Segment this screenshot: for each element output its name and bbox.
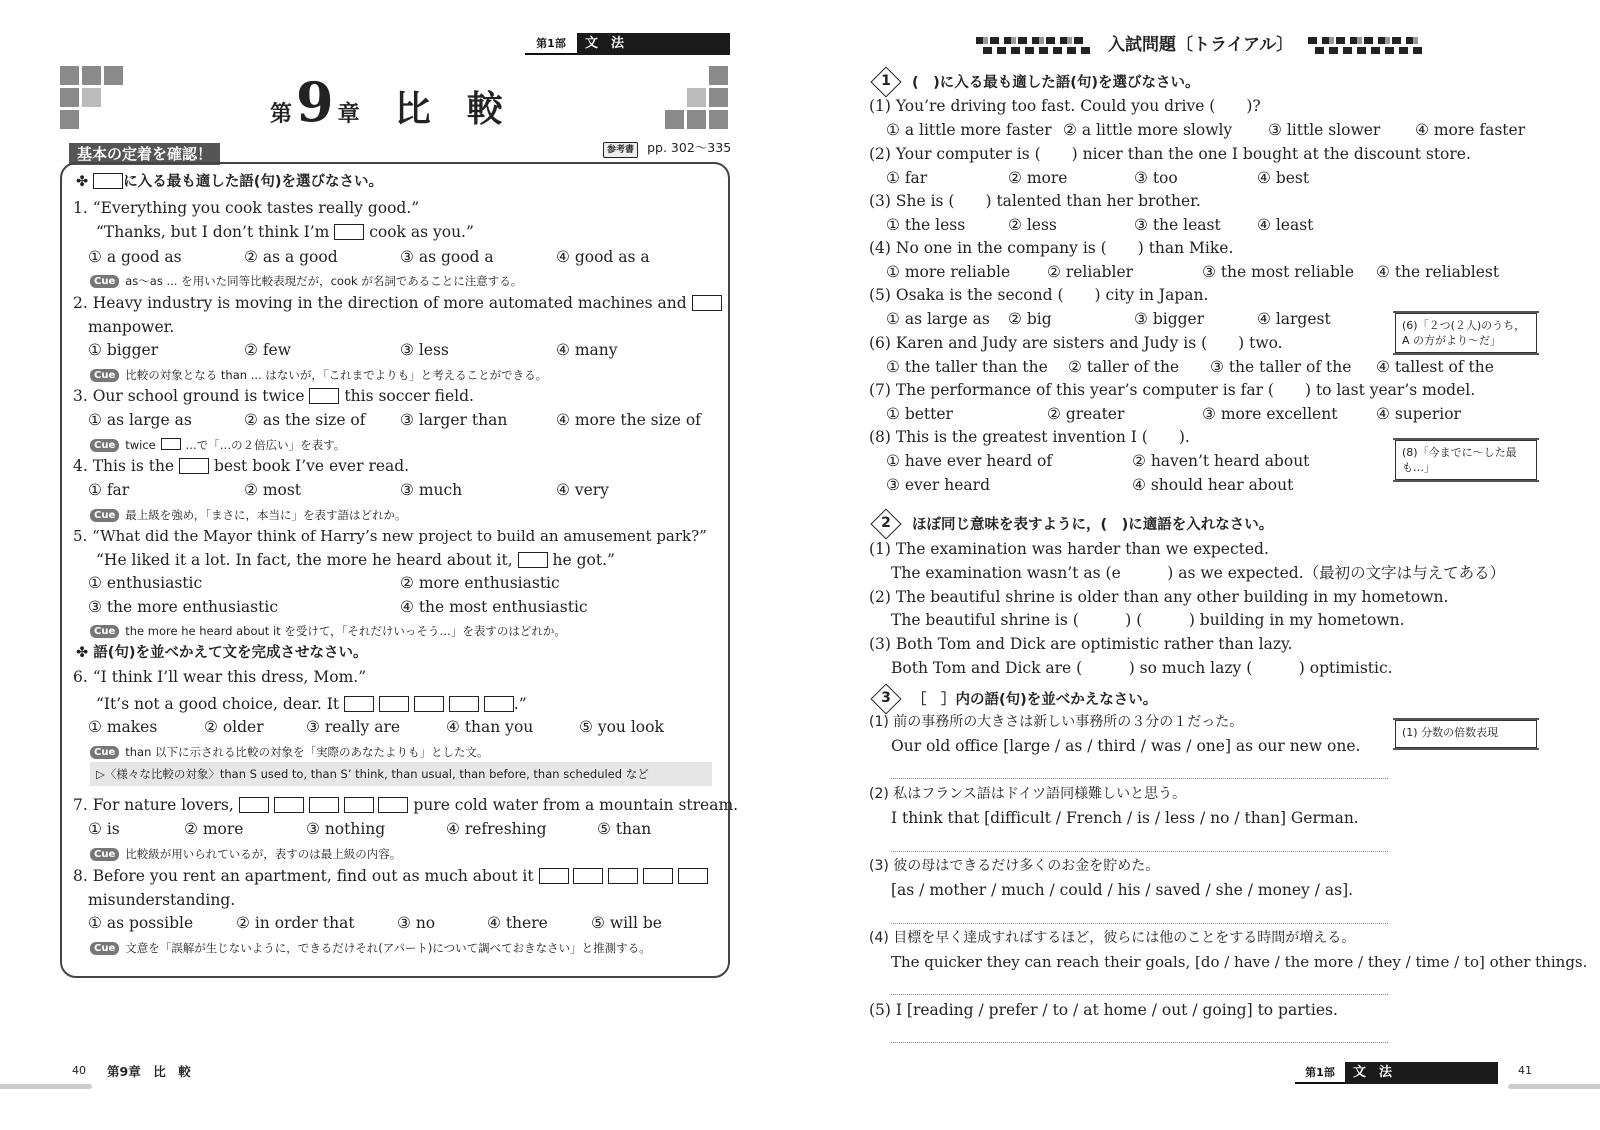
q3-option-3[interactable]: ③ larger than (400, 411, 508, 429)
answer-box[interactable] (573, 868, 603, 884)
u2-english: I think that [difficult / French / is / less / no / than] German. (891, 809, 1359, 827)
r6-option-3[interactable]: ③ the taller of the (1210, 358, 1352, 376)
r2-option-2[interactable]: ② more (1008, 169, 1068, 187)
footer-rule-right (1508, 1084, 1600, 1089)
q5-text-a: “He liked it a lot. In fact, the more he heard about it, (96, 551, 513, 569)
r8-option-3[interactable]: ③ ever heard (886, 476, 990, 494)
checker-decor-left (976, 37, 1106, 55)
q1-option-1[interactable]: ① a good as (88, 248, 182, 266)
answer-box[interactable] (334, 224, 364, 240)
answer-box[interactable] (378, 797, 408, 813)
u3-english: [as / mother / much / could / his / saved / she / money / as]. (891, 881, 1354, 899)
q3-option-2[interactable]: ② as the size of (244, 411, 366, 429)
q6-option-2[interactable]: ② older (204, 718, 264, 736)
r2-option-3[interactable]: ③ too (1134, 169, 1178, 187)
q4-cue (90, 504, 407, 525)
q7-option-5[interactable]: ⑤ than (597, 820, 652, 838)
q6-option-1[interactable]: ① makes (88, 718, 158, 736)
r2-question: (2) Your computer is ( ) nicer than the one I bought at the discount store. (869, 145, 1471, 163)
q2-cue-text: 比較の対象となる than ... はないが，「これまでよりも」と考えることができる。 (125, 368, 548, 382)
q1-option-4[interactable]: ④ good as a (556, 248, 650, 266)
q6-text-b: .” (513, 695, 527, 713)
q3-option-1[interactable]: ① as large as (88, 411, 192, 429)
q1-option-3[interactable]: ③ as good a (400, 248, 494, 266)
q2-cue (90, 364, 547, 385)
r6-option-1[interactable]: ① the taller than the (886, 358, 1048, 376)
u4-english: The quicker they can reach their goals, [do / have / the more / they / time / to] other things. (891, 953, 1588, 971)
r1-option-1[interactable]: ① a little more faster (886, 121, 1052, 139)
q8-option-5[interactable]: ⑤ will be (591, 914, 662, 932)
q3-cue-text-a: twice (125, 438, 156, 452)
chapter-number: 9 (296, 70, 334, 134)
q3-text-b: this soccer field. (344, 387, 474, 405)
q5-option-3[interactable]: ③ the more enthusiastic (88, 598, 278, 616)
q7-option-2[interactable]: ② more (184, 820, 244, 838)
q2-option-3[interactable]: ③ less (400, 341, 449, 359)
r3-option-4[interactable]: ④ least (1257, 216, 1314, 234)
q5-option-1[interactable]: ① enthusiastic (88, 574, 203, 592)
q7-text-a: 7. For nature lovers, (73, 796, 234, 814)
r5-option-4[interactable]: ④ largest (1257, 310, 1331, 328)
q1-line2 (96, 222, 474, 242)
answer-box-small (161, 438, 181, 450)
q3-text-a: 3. Our school ground is twice (73, 387, 305, 405)
r1-option-4[interactable]: ④ more faster (1415, 121, 1526, 139)
q2-option-2[interactable]: ② few (244, 341, 291, 359)
r3-question: (3) She is ( ) talented than her brother. (869, 192, 1201, 210)
q5-option-2[interactable]: ② more enthusiastic (400, 574, 560, 592)
answer-line-4[interactable] (891, 994, 1388, 995)
r7-option-1[interactable]: ① better (886, 405, 953, 423)
q8-cue-text: 文意を「誤解が生じないように，できるだけそれ(アパート)について調べておきなさい」と推測する。 (125, 941, 651, 955)
section-3-title: ［ ］内の語(句)を並べかえなさい。 (912, 692, 1158, 708)
q3-line1 (73, 386, 474, 406)
r7-option-4[interactable]: ④ superior (1376, 405, 1461, 423)
answer-box[interactable] (692, 295, 722, 311)
section-1-number: 1 (881, 73, 891, 89)
chapter-title: 比 較 (394, 89, 503, 130)
answer-box[interactable] (274, 797, 304, 813)
q7-option-4[interactable]: ④ refreshing (446, 820, 547, 838)
q6-option-5[interactable]: ⑤ you look (579, 718, 664, 736)
r3-option-2[interactable]: ② less (1008, 216, 1057, 234)
q7-option-3[interactable]: ③ nothing (306, 820, 386, 838)
r8-option-2[interactable]: ② haven’t heard about (1132, 452, 1310, 470)
r8-option-1[interactable]: ① have ever heard of (886, 452, 1053, 470)
q6-reference-note: ▷〈様々な比較の対象〉than S used to, than S’ think, than usual, than before, than scheduled など (90, 762, 712, 786)
q7-cue (90, 843, 401, 864)
answer-box[interactable] (379, 696, 409, 712)
cue-badge: Cue (90, 275, 119, 288)
answer-box[interactable] (309, 797, 339, 813)
answer-box[interactable] (309, 388, 339, 404)
part-label: 第1部 (525, 33, 577, 55)
cue-badge: Cue (90, 942, 119, 955)
q5-cue-text: the more he heard about it を受けて，「それだけいっそう…」を表すのはどれか。 (125, 624, 566, 638)
r2-option-1[interactable]: ① far (886, 169, 928, 187)
q1-cue-text: as～as ... を用いた同等比較表現だが，cook が名詞であることに注意する。 (125, 274, 523, 288)
chapter-heading (270, 70, 503, 134)
r6-option-2[interactable]: ② taller of the (1068, 358, 1180, 376)
r7-option-3[interactable]: ③ more excellent (1202, 405, 1338, 423)
q8-option-1[interactable]: ① as possible (88, 914, 194, 932)
q6-text-a: “It’s not a good choice, dear. It (96, 695, 340, 713)
q4-cue-text: 最上級を強め，「まさに，本当に」を表す語はどれか。 (125, 508, 407, 522)
q4-option-4[interactable]: ④ very (556, 481, 609, 499)
cue-badge: Cue (90, 509, 119, 522)
r6-option-4[interactable]: ④ tallest of the (1376, 358, 1494, 376)
cue-badge: Cue (90, 439, 119, 452)
chapter-prefix: 第 (270, 102, 293, 127)
r2-option-4[interactable]: ④ best (1257, 169, 1310, 187)
q4-option-1[interactable]: ① far (88, 481, 130, 499)
answer-box[interactable] (449, 696, 479, 712)
r3-option-3[interactable]: ③ the least (1134, 216, 1221, 234)
q4-text-b: best book I’ve ever read. (213, 457, 410, 475)
q2-line2: manpower. (88, 318, 175, 336)
q3-option-4[interactable]: ④ more the size of (556, 411, 701, 429)
section-2-number: 2 (881, 515, 891, 531)
r4-option-2[interactable]: ② reliabler (1047, 263, 1134, 281)
footer-rule-left (0, 1084, 92, 1089)
u5-english: (5) I [reading / prefer / to / at home / out / going] to parties. (869, 1001, 1338, 1019)
q2-option-4[interactable]: ④ many (556, 341, 618, 359)
q1-line1: 1. “Everything you cook tastes really good.” (73, 199, 420, 217)
q8-line2: misunderstanding. (88, 891, 236, 909)
hint-note-u1: (1) 分数の倍数表現 (1395, 720, 1537, 748)
r7-question: (7) The performance of this year’s computer is far ( ) to last year’s model. (869, 381, 1476, 399)
hint-note-6: (6)「２つ(２人)のうち，A の方がより～だ」 (1395, 313, 1537, 353)
q1-text-a: “Thanks, but I don’t think I’m (96, 223, 330, 241)
u3-japanese: (3) 彼の母はできるだけ多くのお金を貯めた。 (869, 858, 1160, 874)
answer-box[interactable] (518, 552, 548, 568)
section-2-title: ほぼ同じ意味を表すように，( )に適語を入れなさい。 (912, 517, 1274, 533)
r5-question: (5) Osaka is the second ( ) city in Japan. (869, 286, 1209, 304)
reference-badge: 参考書 (603, 142, 638, 158)
q8-text: 8. Before you rent an apartment, find out as much about it (73, 867, 534, 885)
q7-text-b: pure cold water from a mountain stream. (413, 796, 739, 814)
r1-question: (1) You’re driving too fast. Could you drive ( )? (869, 97, 1261, 115)
footer-chapter-title: 第9章 比 較 (107, 1064, 191, 1079)
cue-badge: Cue (90, 625, 119, 638)
chapter-suffix: 章 (337, 102, 360, 127)
q4-line1 (73, 456, 409, 476)
answer-line-2[interactable] (891, 851, 1388, 852)
t2-sentence-b: The beautiful shrine is ( ) ( ) building in my hometown. (891, 611, 1405, 629)
r4-option-1[interactable]: ① more reliable (886, 263, 1011, 281)
reference-page-range: pp. 302～335 (647, 140, 732, 155)
section-banner: 基本の定着を確認！ (69, 143, 220, 165)
q6-option-4[interactable]: ④ than you (446, 718, 534, 736)
t3-sentence-a: (3) Both Tom and Dick are optimistic rather than lazy. (869, 635, 1293, 653)
q5-line1: 5. “What did the Mayor think of Harry’s new project to build an amusement park?” (73, 527, 707, 545)
q8-option-4[interactable]: ④ there (487, 914, 548, 932)
answer-box[interactable] (179, 458, 209, 474)
q7-cue-text: 比較級が用いられているが，表すのは最上級の内容。 (125, 847, 402, 861)
answer-line-5[interactable] (891, 1042, 1388, 1043)
q6-cue (90, 741, 489, 762)
q5-line2 (96, 550, 615, 570)
reference-pages (603, 137, 731, 155)
footer-page-number-left: 40 (72, 1064, 86, 1077)
u1-english: Our old office [large / as / third / was / one] as our new one. (891, 737, 1361, 755)
section-1-title: ( )に入る最も適した語(句)を選びなさい。 (912, 75, 1200, 91)
r5-option-2[interactable]: ② big (1008, 310, 1052, 328)
answer-box[interactable] (484, 696, 514, 712)
instruction-1: ✤ に入る最も適した語(句)を選びなさい。 (76, 174, 383, 190)
instruction-1-text: に入る最も適した語(句)を選びなさい。 (123, 174, 383, 190)
q2-option-1[interactable]: ① bigger (88, 341, 159, 359)
q4-option-2[interactable]: ② most (244, 481, 302, 499)
footer-part-label: 第1部 (1295, 1062, 1345, 1084)
t2-sentence-a: (2) The beautiful shrine is older than any other building in my hometown. (869, 588, 1449, 606)
cue-badge: Cue (90, 746, 119, 759)
q6-line1: 6. “I think I’ll wear this dress, Mom.” (73, 668, 367, 686)
r5-option-1[interactable]: ① as large as (886, 310, 990, 328)
q3-cue-text-b: ...で「…の２倍広い」を表す。 (185, 438, 346, 452)
answer-line-1[interactable] (891, 778, 1388, 779)
t1-sentence-a: (1) The examination was harder than we expected. (869, 540, 1269, 558)
answer-box[interactable] (678, 868, 708, 884)
r3-option-1[interactable]: ① the less (886, 216, 966, 234)
answer-box[interactable] (239, 797, 269, 813)
q8-option-3[interactable]: ③ no (397, 914, 436, 932)
q6-line2 (96, 694, 527, 714)
u4-japanese: (4) 目標を早く達成すればするほど，彼らには他のことをする時間が増える。 (869, 930, 1356, 946)
r8-question: (8) This is the greatest invention I ( ). (869, 428, 1190, 446)
footer-part-name: 文 法 (1353, 1065, 1393, 1080)
q4-option-3[interactable]: ③ much (400, 481, 463, 499)
instruction-2-text: 語(句)を並べかえて文を完成させなさい。 (93, 645, 368, 661)
q2-text: 2. Heavy industry is moving in the direction of more automated machines and (73, 294, 687, 312)
r6-question: (6) Karen and Judy are sisters and Judy is ( ) two. (869, 334, 1283, 352)
q8-option-2[interactable]: ② in order that (236, 914, 355, 932)
answer-box[interactable] (414, 696, 444, 712)
q4-text-a: 4. This is the (73, 457, 175, 475)
hint-note-8: (8)「今までに～した最も…」 (1395, 440, 1537, 480)
q6-cue-text: than 以下に示される比較の対象を「実際のあなたよりも」とした文。 (125, 745, 489, 759)
r8-option-4[interactable]: ④ should hear about (1132, 476, 1294, 494)
q1-text-b: cook as you.” (369, 223, 474, 241)
trial-header (976, 32, 1436, 58)
answer-box[interactable] (539, 868, 569, 884)
t3-sentence-b: Both Tom and Dick are ( ) so much lazy ( ) optimistic. (891, 659, 1393, 677)
u1-japanese: (1) 前の事務所の大きさは新しい事務所の３分の１だった。 (869, 714, 1244, 730)
answer-box[interactable] (608, 868, 638, 884)
section-3-number: 3 (881, 690, 891, 706)
footer-part-bar (1295, 1062, 1498, 1084)
r7-option-2[interactable]: ② greater (1047, 405, 1125, 423)
instruction-2: ✤ 語(句)を並べかえて文を完成させなさい。 (76, 645, 368, 661)
part-label-bar (525, 33, 730, 55)
answer-box[interactable] (344, 797, 374, 813)
answer-box[interactable] (344, 696, 374, 712)
q8-cue (90, 937, 651, 958)
q7-option-1[interactable]: ① is (88, 820, 120, 838)
checker-decor-right (1308, 37, 1438, 55)
q5-option-4[interactable]: ④ the most enthusiastic (400, 598, 588, 616)
t1-sentence-b: The examination wasn’t as (e ) as we expected.（最初の文字は与えてある） (891, 564, 1506, 582)
q2-line1 (73, 293, 722, 313)
q7-line1 (73, 795, 738, 815)
q5-cue (90, 620, 566, 641)
u2-japanese: (2) 私はフランス語はドイツ語同様難しいと思う。 (869, 786, 1187, 802)
r4-option-3[interactable]: ③ the most reliable (1202, 263, 1355, 281)
r1-option-2[interactable]: ② a little more slowly (1063, 121, 1233, 139)
q1-cue (90, 270, 522, 291)
cue-badge: Cue (90, 848, 119, 861)
r5-option-3[interactable]: ③ bigger (1134, 310, 1205, 328)
trial-header-title: 入試問題〔トライアル〕 (1108, 35, 1294, 55)
answer-line-3[interactable] (891, 923, 1388, 924)
footer-page-number-right: 41 (1518, 1064, 1532, 1077)
part-name: 文 法 (585, 36, 625, 51)
answer-box[interactable] (643, 868, 673, 884)
r4-option-4[interactable]: ④ the reliablest (1376, 263, 1500, 281)
q6-option-3[interactable]: ③ really are (306, 718, 401, 736)
r1-option-3[interactable]: ③ little slower (1268, 121, 1381, 139)
q3-cue (90, 434, 345, 455)
q1-option-2[interactable]: ② as a good (244, 248, 338, 266)
q5-text-b: he got.” (552, 551, 615, 569)
r4-question: (4) No one in the company is ( ) than Mike. (869, 239, 1234, 257)
cue-badge: Cue (90, 369, 119, 382)
q8-line1 (73, 866, 708, 886)
